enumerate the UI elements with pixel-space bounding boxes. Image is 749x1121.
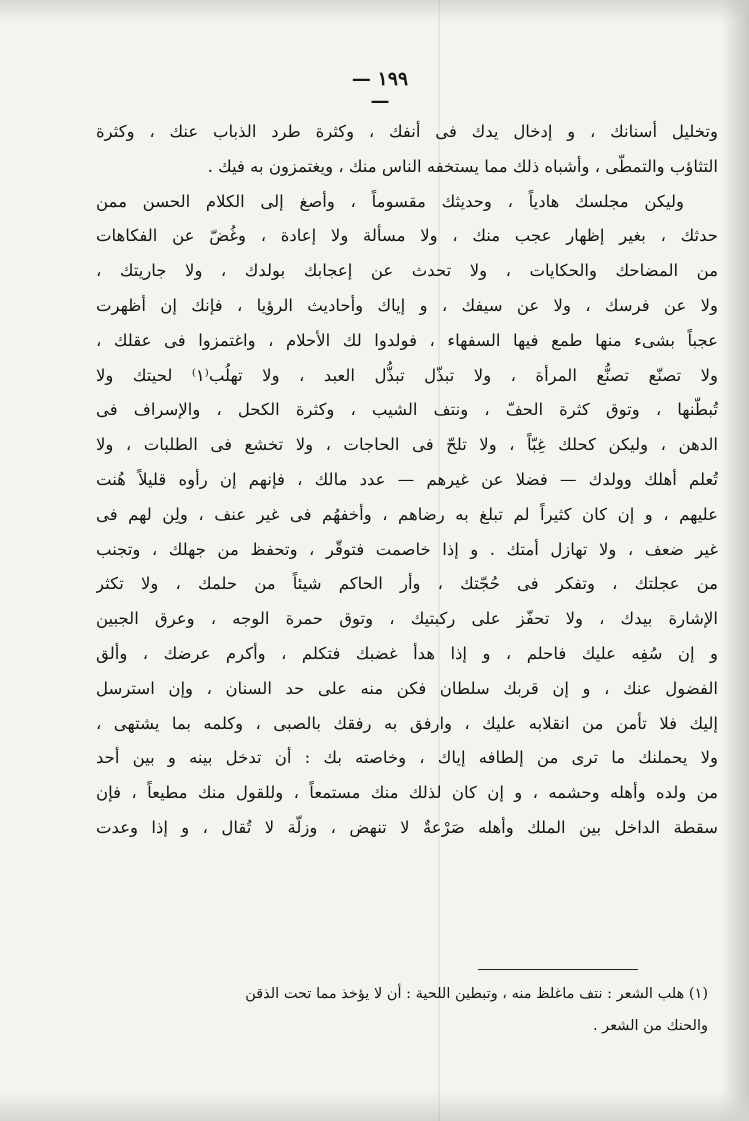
page-number: — ١٩٩ —	[351, 68, 409, 112]
text-line: من المضاحك والحكايات ، ولا تحدث عن إعجابك بولدك ، ولا جاريتك ،	[96, 261, 718, 281]
text-line: و إن سُفِه عليك فاحلم ، و إذا هدأ غضبك فتكلم ، وأكرم عرضك ، وألق	[96, 643, 718, 663]
text-line: وليكن مجلسك هادياً ، وحديثك مقسوماً ، وأصغ إلى الكلام الحسن ممن	[96, 191, 684, 211]
footnote-line: والحنك من الشعر .	[592, 1018, 708, 1034]
text-line: سقطة الداخل بين الملك وأهله صَرْعةٌ لا تنهض ، وزلّة لا تُقال ، و إذا وعدت	[96, 817, 718, 837]
text-line: غير ضعف ، ولا تهازل أمتك . و إذا خاصمت فتوقّر ، وتحفظ من جهلك ، وتجنب	[96, 539, 718, 559]
scan-shadow-right	[721, 0, 749, 1121]
footnote-line: (١) هلب الشعر : نتف ماغلظ منه ، وتبطين اللحية : أن لا يؤخذ مما تحت الذقن	[245, 986, 708, 1002]
scan-shadow-bottom	[0, 1091, 749, 1121]
body-text	[96, 115, 718, 846]
text-line: حدثك ، بغير إظهار عجب منك ، ولا مسألة ولا إعادة ، وغُضّ عن الفكاهات	[96, 226, 718, 246]
text-line: ولا يحملنك ما ترى من إلطافه إياك ، وخاصته بك : أن تدخل بينه و بين أحد	[96, 748, 718, 768]
text-line: الإشارة بيدك ، ولا تحفّز على ركبتيك ، وتوق حمرة الوجه ، وعرق الجبين	[96, 609, 718, 629]
text-line: تُعلم أهلك وولدك — فضلا عن غيرهم — عدد مالك ، فإنهم إن رأوه قليلاً هُنت	[96, 469, 718, 489]
text-line: عليهم ، و إن كان كثيراً لم تبلغ به رضاهم ، وأخفهُم فى غير عنف ، ولِن لهم فى	[96, 504, 718, 524]
text-line: التثاؤب والتمطّى ، وأشباه ذلك مما يستخفه الناس منك ، ويغتمزون به فيك .	[207, 156, 718, 176]
text-line: الدهن ، وليكن كحلك غِبّاً ، ولا تلحّ فى الحاجات ، ولا تخشع فى الطلبات ، ولا	[96, 435, 718, 455]
text-line: الفضول عنك ، و إن قربك سلطان فكن منه على حد السنان ، وإن استرسل	[96, 678, 718, 698]
footnotes	[96, 978, 708, 1042]
text-line: ولا عن فرسك ، ولا عن سيفك ، و إياك وأحاديث الرؤيا ، فإنك إن أظهرت	[96, 295, 718, 315]
text-line: عجباً بشىء منها طمع فيها السفهاء ، فولدوا لك الأحلام ، واغتمزوا فى عقلك ،	[96, 330, 718, 350]
text-line: من عجلتك ، وتفكر فى حُجّتك ، وأر الحاكم شيئاً من حلمك ، ولا تكثر	[96, 574, 718, 594]
scan-shadow-top	[0, 0, 749, 22]
text-line: من ولده وأهله وحشمه ، و إن كان لذلك منك مستمعاً ، وللقول منك مطيعاً ، فإن	[96, 783, 718, 803]
footnote-separator	[478, 969, 638, 970]
text-line: ولا تصنّع تصنُّع المرأة ، ولا تبذّل تبذُّل العبد ، ولا تهلُب⁽١⁾ لحيتك ولا	[96, 365, 718, 385]
text-line: إليك فلا تأمن من انقلابه عليك ، وارفق به رفقك بالصبى ، وكلمه بما يشتهى ،	[96, 713, 718, 733]
text-line: وتخليل أسنانك ، و إدخال يدك فى أنفك ، وكثرة طرد الذباب عنك ، وكثرة	[96, 122, 718, 141]
text-line: تُبطّنها ، وتوق كثرة الحفّ ، ونتف الشيب ، وكثرة الكحل ، والإسراف فى	[96, 400, 718, 420]
